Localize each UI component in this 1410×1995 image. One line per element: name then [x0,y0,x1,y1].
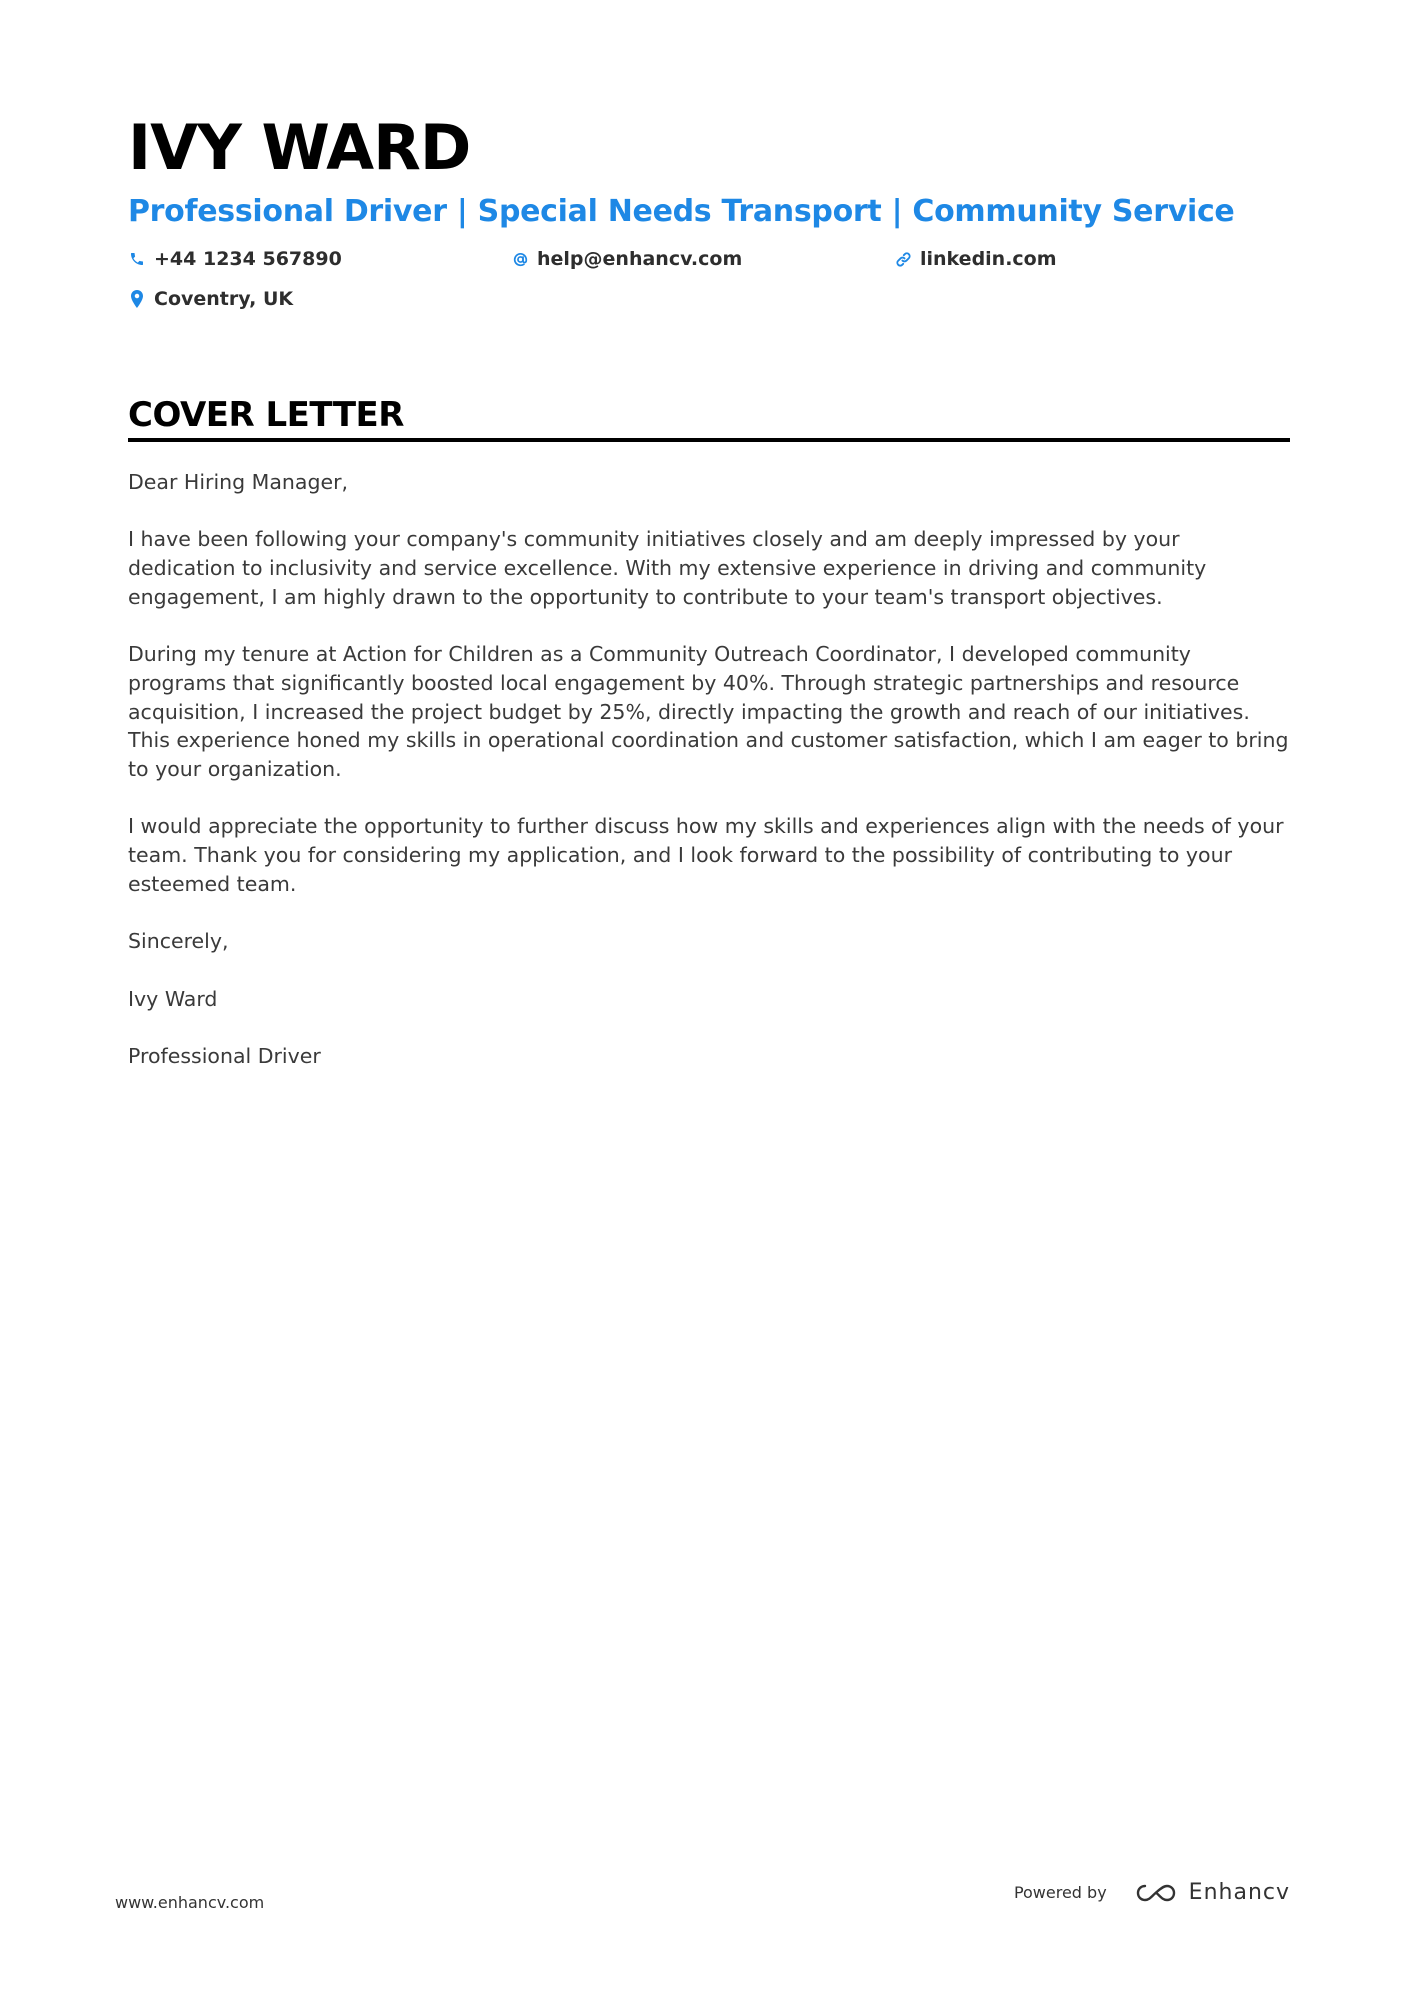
powered-by-label: Powered by [1013,1883,1107,1902]
section-divider [128,438,1290,442]
location-text: Coventry, UK [154,288,294,310]
footer-branding[interactable] [1014,1880,1290,1905]
letter-paragraph: During my tenure at Action for Children as a Community Outreach Coordinator, I developed community programs that significantly boosted local engagement by 40%. Through strategic partnerships and resource acquisition, I increased the project budget by 25%, directly impacting the growth and reach of our initiatives. This experience honed my skills in operational coordination and customer satisfaction, which I am eager to bring to your organization. [128,642,1289,781]
letter-closing: Sincerely, [128,929,229,954]
phone-text: +44 1234 567890 [154,248,342,270]
header [128,110,1288,316]
enhancv-logo-icon [1133,1881,1179,1905]
footer-website[interactable]: www.enhancv.com [115,1893,265,1912]
candidate-tagline: Professional Driver | Special Needs Transport | Community Service [128,194,1235,229]
map-pin-icon [128,290,146,308]
contact-email[interactable] [511,242,894,276]
letter-paragraph: I have been following your company's community initiatives closely and am deeply impressed by your dedication to inclusivity and service excellence. With my extensive experience in driving and community engagement, I am highly drawn to the opportunity to contribute to your team's transport objectives. [128,527,1207,609]
at-icon [511,250,529,268]
contact-list [128,242,1288,316]
letter-greeting: Dear Hiring Manager, [128,470,349,494]
signature-name: Ivy Ward [128,986,218,1011]
phone-icon [128,250,146,268]
contact-phone[interactable] [128,242,511,276]
contact-location [128,282,511,316]
candidate-name: IVY WARD [128,111,471,184]
brand-name: Enhancv [1188,1880,1290,1905]
letter-paragraph: I would appreciate the opportunity to further discuss how my skills and experiences align with the needs of your team. Thank you for considering my application, and I look forward to the possibility of contributing to your esteemed team. [128,814,1284,896]
section-title: COVER LETTER [128,395,404,435]
link-icon [894,250,912,268]
contact-website[interactable] [894,242,1277,276]
letter-body [128,468,1290,1071]
signature-title: Professional Driver [128,1043,321,1068]
email-text: help@enhancv.com [537,248,743,270]
cover-letter-section [128,392,1290,1099]
website-text: linkedin.com [920,248,1057,270]
